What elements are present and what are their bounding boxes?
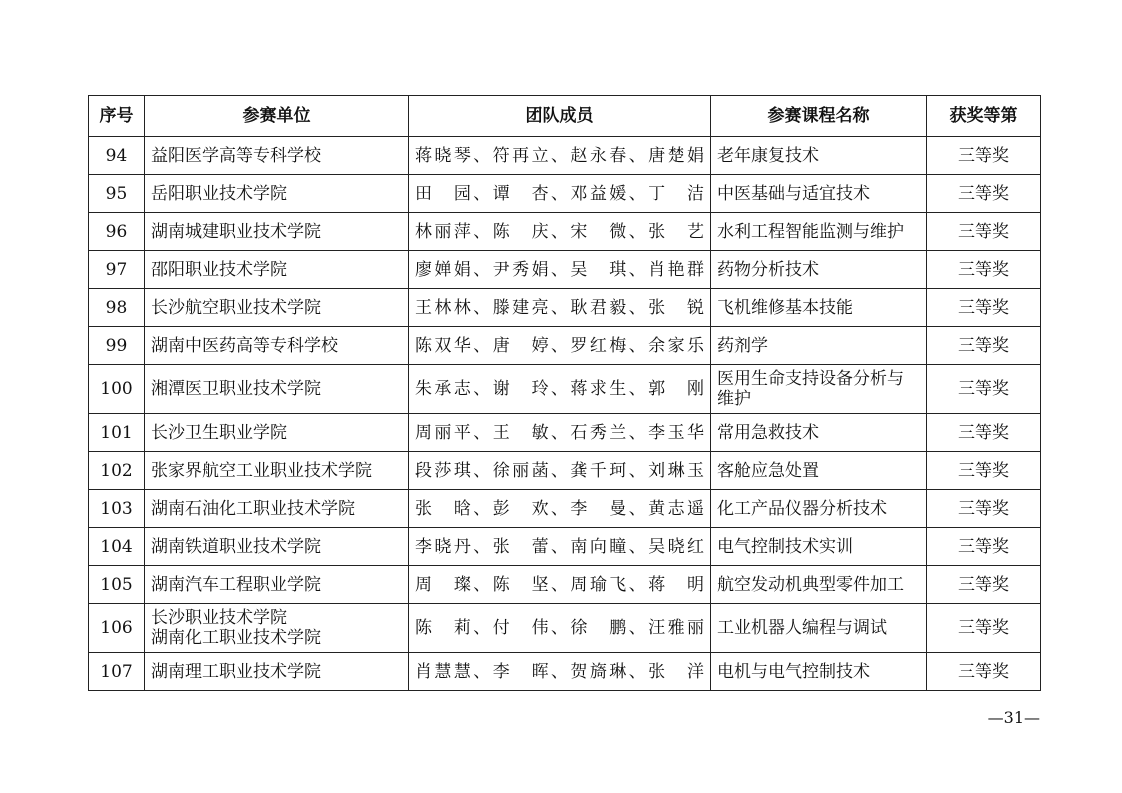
- table-row: [89, 137, 1041, 175]
- row-unit: 湖南中医药高等专科学校: [145, 327, 409, 365]
- row-number: 98: [89, 289, 145, 327]
- row-course: 电机与电气控制技术: [711, 653, 927, 691]
- row-award: 三等奖: [927, 289, 1041, 327]
- row-award: 三等奖: [927, 365, 1041, 414]
- table-row: [89, 289, 1041, 327]
- table-row: [89, 175, 1041, 213]
- row-course: 化工产品仪器分析技术: [711, 490, 927, 528]
- row-course: 药剂学: [711, 327, 927, 365]
- row-members: 周 璨、陈 坚、周瑜飞、蒋 明: [409, 566, 711, 604]
- row-course: 药物分析技术: [711, 251, 927, 289]
- row-number: 102: [89, 452, 145, 490]
- row-number: 101: [89, 414, 145, 452]
- row-award: 三等奖: [927, 566, 1041, 604]
- row-members: 林丽萍、陈 庆、宋 微、张 艺: [409, 213, 711, 251]
- table-row: [89, 653, 1041, 691]
- row-members: 田 园、谭 杏、邓益媛、丁 洁: [409, 175, 711, 213]
- row-unit: 湘潭医卫职业技术学院: [145, 365, 409, 414]
- row-unit: 益阳医学高等专科学校: [145, 137, 409, 175]
- row-unit: 长沙航空职业技术学院: [145, 289, 409, 327]
- page-number: —31—: [987, 708, 1040, 727]
- row-number: 104: [89, 528, 145, 566]
- row-number: 95: [89, 175, 145, 213]
- row-number: 94: [89, 137, 145, 175]
- row-unit: 长沙卫生职业学院: [145, 414, 409, 452]
- row-award: 三等奖: [927, 528, 1041, 566]
- table-row: [89, 213, 1041, 251]
- header-number: 序号: [89, 96, 145, 137]
- header-award: 获奖等第: [927, 96, 1041, 137]
- table-row: [89, 365, 1041, 414]
- table-row: [89, 604, 1041, 653]
- row-course: 工业机器人编程与调试: [711, 604, 927, 653]
- row-number: 97: [89, 251, 145, 289]
- row-number: 99: [89, 327, 145, 365]
- row-award: 三等奖: [927, 137, 1041, 175]
- table-row: [89, 452, 1041, 490]
- row-unit: 湖南汽车工程职业学院: [145, 566, 409, 604]
- table-row: [89, 327, 1041, 365]
- row-award: 三等奖: [927, 604, 1041, 653]
- row-course: 常用急救技术: [711, 414, 927, 452]
- header-members: 团队成员: [409, 96, 711, 137]
- row-number: 106: [89, 604, 145, 653]
- row-award: 三等奖: [927, 653, 1041, 691]
- row-members: 段莎琪、徐丽菡、龚千珂、刘琳玉: [409, 452, 711, 490]
- table-row: [89, 566, 1041, 604]
- row-course: 客舱应急处置: [711, 452, 927, 490]
- row-number: 103: [89, 490, 145, 528]
- row-award: 三等奖: [927, 490, 1041, 528]
- row-members: 王林林、滕建亮、耿君毅、张 锐: [409, 289, 711, 327]
- row-unit: 湖南铁道职业技术学院: [145, 528, 409, 566]
- table-row: [89, 251, 1041, 289]
- row-unit: 邵阳职业技术学院: [145, 251, 409, 289]
- row-award: 三等奖: [927, 251, 1041, 289]
- row-members: 周丽平、王 敏、石秀兰、李玉华: [409, 414, 711, 452]
- row-course: 水利工程智能监测与维护: [711, 213, 927, 251]
- row-course: 中医基础与适宜技术: [711, 175, 927, 213]
- row-unit: 岳阳职业技术学院: [145, 175, 409, 213]
- row-award: 三等奖: [927, 175, 1041, 213]
- row-course: 航空发动机典型零件加工: [711, 566, 927, 604]
- row-award: 三等奖: [927, 213, 1041, 251]
- row-award: 三等奖: [927, 452, 1041, 490]
- row-award: 三等奖: [927, 414, 1041, 452]
- row-members: 陈双华、唐 婷、罗红梅、余家乐: [409, 327, 711, 365]
- row-number: 100: [89, 365, 145, 414]
- award-table: [88, 95, 1041, 691]
- table-row: [89, 490, 1041, 528]
- row-members: 廖婵娟、尹秀娟、吴 琪、肖艳群: [409, 251, 711, 289]
- row-members: 肖慧慧、李 晖、贺旖琳、张 洋: [409, 653, 711, 691]
- row-number: 107: [89, 653, 145, 691]
- row-course: 医用生命支持设备分析与维护: [711, 365, 927, 414]
- table-row: [89, 528, 1041, 566]
- row-unit: 湖南理工职业技术学院: [145, 653, 409, 691]
- row-award: 三等奖: [927, 327, 1041, 365]
- row-members: 李晓丹、张 蕾、南向瞳、吴晓红: [409, 528, 711, 566]
- row-members: 朱承志、谢 玲、蒋求生、郭 刚: [409, 365, 711, 414]
- header-unit: 参赛单位: [145, 96, 409, 137]
- row-course: 老年康复技术: [711, 137, 927, 175]
- row-course: 电气控制技术实训: [711, 528, 927, 566]
- row-members: 张 晗、彭 欢、李 曼、黄志遥: [409, 490, 711, 528]
- row-members: 陈 莉、付 伟、徐 鹏、汪雅丽: [409, 604, 711, 653]
- table-row: [89, 414, 1041, 452]
- row-course: 飞机维修基本技能: [711, 289, 927, 327]
- row-members: 蒋晓琴、符再立、赵永春、唐楚娟: [409, 137, 711, 175]
- table-header-row: [89, 96, 1041, 137]
- row-unit: 张家界航空工业职业技术学院: [145, 452, 409, 490]
- header-course: 参赛课程名称: [711, 96, 927, 137]
- row-unit: 湖南城建职业技术学院: [145, 213, 409, 251]
- row-number: 105: [89, 566, 145, 604]
- row-unit: 长沙职业技术学院 湖南化工职业技术学院: [145, 604, 409, 653]
- row-number: 96: [89, 213, 145, 251]
- row-unit: 湖南石油化工职业技术学院: [145, 490, 409, 528]
